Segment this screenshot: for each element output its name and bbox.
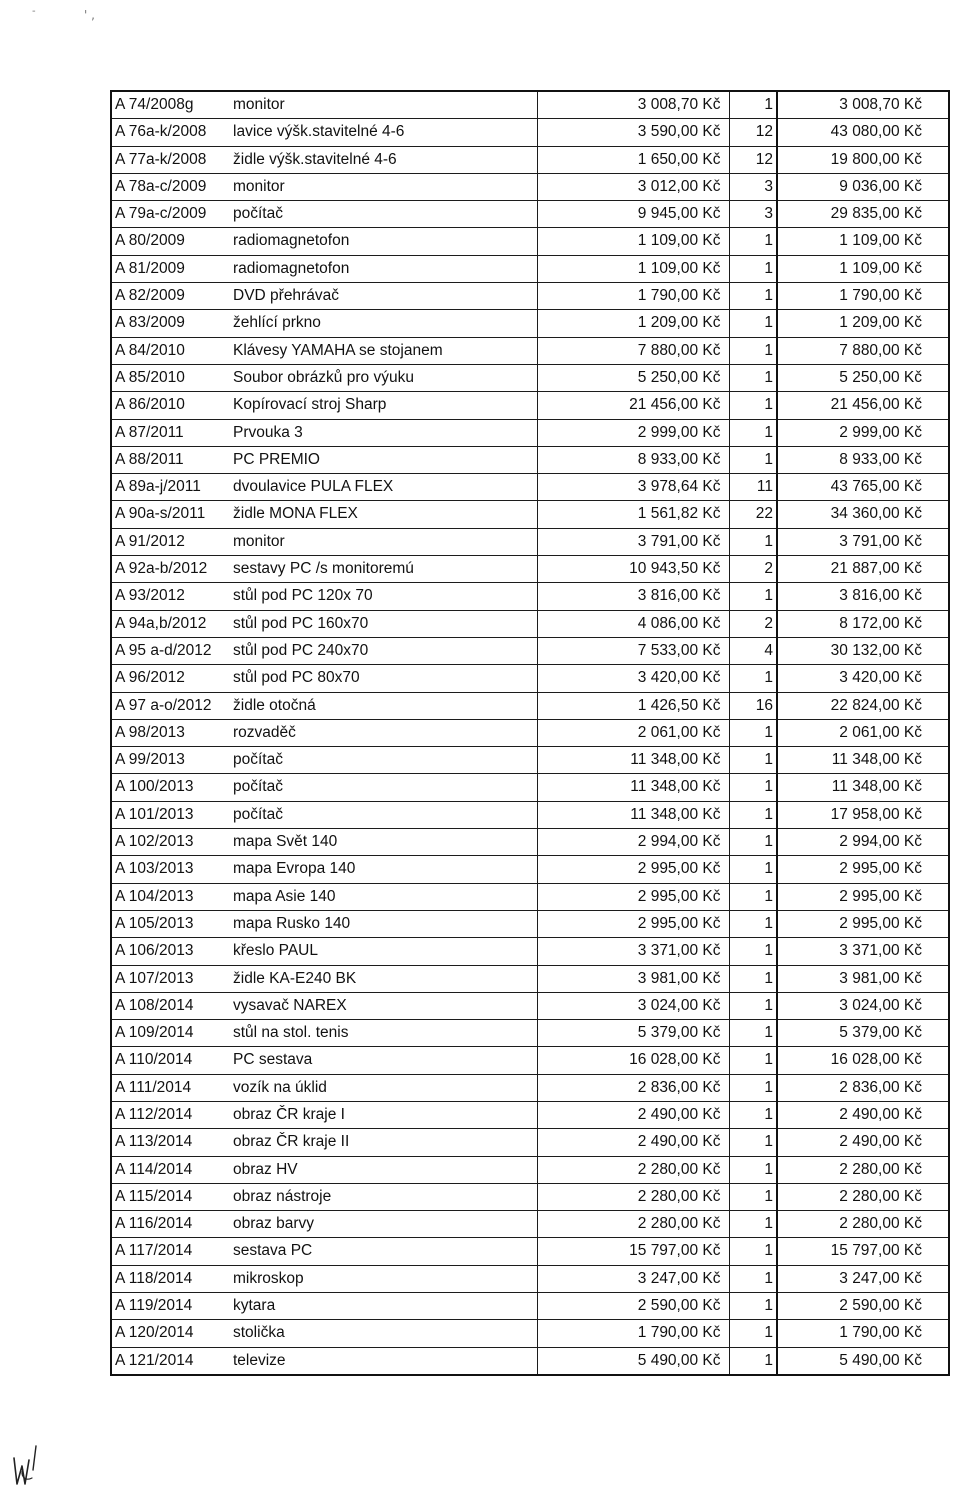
table-row — [111, 801, 949, 828]
item-name-cell: sestavy PC /s monitoremú — [229, 556, 537, 583]
total-price-cell: 3 008,70 Kč — [777, 91, 949, 119]
total-price-cell: 1 790,00 Kč — [777, 283, 949, 310]
table-row — [111, 91, 949, 119]
table-row — [111, 255, 949, 282]
table-row — [111, 610, 949, 637]
quantity-cell: 1 — [729, 310, 777, 337]
item-name-cell: stolička — [229, 1320, 537, 1347]
total-price-cell: 2 490,00 Kč — [777, 1129, 949, 1156]
inventory-code-cell: A 95 a-d/2012 — [111, 637, 229, 664]
item-name-cell: stůl pod PC 160x70 — [229, 610, 537, 637]
table-row — [111, 665, 949, 692]
table-row — [111, 419, 949, 446]
inventory-code-cell: A 100/2013 — [111, 774, 229, 801]
total-price-cell: 22 824,00 Kč — [777, 692, 949, 719]
item-name-cell: křeslo PAUL — [229, 938, 537, 965]
unit-price-cell: 2 490,00 Kč — [537, 1101, 729, 1128]
quantity-cell: 1 — [729, 801, 777, 828]
item-name-cell: židle otočná — [229, 692, 537, 719]
inventory-code-cell: A 121/2014 — [111, 1347, 229, 1375]
table-row — [111, 829, 949, 856]
table-row — [111, 910, 949, 937]
unit-price-cell: 2 280,00 Kč — [537, 1211, 729, 1238]
quantity-cell: 1 — [729, 747, 777, 774]
inventory-code-cell: A 108/2014 — [111, 992, 229, 1019]
table-row — [111, 1047, 949, 1074]
unit-price-cell: 3 024,00 Kč — [537, 992, 729, 1019]
quantity-cell: 1 — [729, 1047, 777, 1074]
quantity-cell: 1 — [729, 1156, 777, 1183]
unit-price-cell: 1 790,00 Kč — [537, 1320, 729, 1347]
item-name-cell: Klávesy YAMAHA se stojanem — [229, 337, 537, 364]
quantity-cell: 3 — [729, 201, 777, 228]
table-row — [111, 446, 949, 473]
item-name-cell: obraz nástroje — [229, 1183, 537, 1210]
table-row — [111, 310, 949, 337]
item-name-cell: vozík na úklid — [229, 1074, 537, 1101]
quantity-cell: 1 — [729, 392, 777, 419]
total-price-cell: 2 995,00 Kč — [777, 910, 949, 937]
scan-speck: - — [32, 6, 36, 17]
unit-price-cell: 11 348,00 Kč — [537, 747, 729, 774]
table-row — [111, 337, 949, 364]
quantity-cell: 1 — [729, 1293, 777, 1320]
quantity-cell: 11 — [729, 474, 777, 501]
inventory-code-cell: A 96/2012 — [111, 665, 229, 692]
unit-price-cell: 5 490,00 Kč — [537, 1347, 729, 1375]
inventory-code-cell: A 87/2011 — [111, 419, 229, 446]
table-row — [111, 1020, 949, 1047]
table-row — [111, 173, 949, 200]
item-name-cell: monitor — [229, 528, 537, 555]
item-name-cell: radiomagnetofon — [229, 228, 537, 255]
item-name-cell: stůl pod PC 80x70 — [229, 665, 537, 692]
quantity-cell: 12 — [729, 119, 777, 146]
inventory-code-cell: A 114/2014 — [111, 1156, 229, 1183]
unit-price-cell: 8 933,00 Kč — [537, 446, 729, 473]
inventory-code-cell: A 82/2009 — [111, 283, 229, 310]
unit-price-cell: 2 999,00 Kč — [537, 419, 729, 446]
item-name-cell: Soubor obrázků pro výuku — [229, 364, 537, 391]
unit-price-cell: 16 028,00 Kč — [537, 1047, 729, 1074]
quantity-cell: 2 — [729, 610, 777, 637]
unit-price-cell: 1 790,00 Kč — [537, 283, 729, 310]
inventory-code-cell: A 84/2010 — [111, 337, 229, 364]
quantity-cell: 2 — [729, 556, 777, 583]
unit-price-cell: 2 280,00 Kč — [537, 1183, 729, 1210]
item-name-cell: rozvaděč — [229, 719, 537, 746]
quantity-cell: 1 — [729, 255, 777, 282]
table-row — [111, 1074, 949, 1101]
inventory-code-cell: A 90a-s/2011 — [111, 501, 229, 528]
item-name-cell: stůl na stol. tenis — [229, 1020, 537, 1047]
inventory-code-cell: A 102/2013 — [111, 829, 229, 856]
unit-price-cell: 2 590,00 Kč — [537, 1293, 729, 1320]
quantity-cell: 1 — [729, 91, 777, 119]
item-name-cell: počítač — [229, 774, 537, 801]
unit-price-cell: 2 490,00 Kč — [537, 1129, 729, 1156]
inventory-code-cell: A 85/2010 — [111, 364, 229, 391]
inventory-code-cell: A 120/2014 — [111, 1320, 229, 1347]
inventory-code-cell: A 77a-k/2008 — [111, 146, 229, 173]
table-row — [111, 1183, 949, 1210]
item-name-cell: žehlící prkno — [229, 310, 537, 337]
table-row — [111, 719, 949, 746]
unit-price-cell: 3 247,00 Kč — [537, 1265, 729, 1292]
item-name-cell: Kopírovací stroj Sharp — [229, 392, 537, 419]
total-price-cell: 8 172,00 Kč — [777, 610, 949, 637]
item-name-cell: počítač — [229, 801, 537, 828]
inventory-code-cell: A 89a-j/2011 — [111, 474, 229, 501]
inventory-code-cell: A 101/2013 — [111, 801, 229, 828]
total-price-cell: 2 994,00 Kč — [777, 829, 949, 856]
total-price-cell: 15 797,00 Kč — [777, 1238, 949, 1265]
unit-price-cell: 3 012,00 Kč — [537, 173, 729, 200]
table-row — [111, 556, 949, 583]
item-name-cell: vysavač NAREX — [229, 992, 537, 1019]
inventory-code-cell: A 94a,b/2012 — [111, 610, 229, 637]
table-row — [111, 474, 949, 501]
item-name-cell: monitor — [229, 173, 537, 200]
item-name-cell: stůl pod PC 120x 70 — [229, 583, 537, 610]
total-price-cell: 1 209,00 Kč — [777, 310, 949, 337]
inventory-code-cell: A 98/2013 — [111, 719, 229, 746]
item-name-cell: mapa Evropa 140 — [229, 856, 537, 883]
quantity-cell: 1 — [729, 829, 777, 856]
unit-price-cell: 1 209,00 Kč — [537, 310, 729, 337]
total-price-cell: 2 590,00 Kč — [777, 1293, 949, 1320]
item-name-cell: radiomagnetofon — [229, 255, 537, 282]
table-row — [111, 774, 949, 801]
table-row — [111, 392, 949, 419]
item-name-cell: Prvouka 3 — [229, 419, 537, 446]
quantity-cell: 1 — [729, 1101, 777, 1128]
item-name-cell: dvoulavice PULA FLEX — [229, 474, 537, 501]
unit-price-cell: 3 420,00 Kč — [537, 665, 729, 692]
unit-price-cell: 1 109,00 Kč — [537, 228, 729, 255]
inventory-code-cell: A 79a-c/2009 — [111, 201, 229, 228]
inventory-code-cell: A 113/2014 — [111, 1129, 229, 1156]
total-price-cell: 21 456,00 Kč — [777, 392, 949, 419]
unit-price-cell: 2 995,00 Kč — [537, 856, 729, 883]
quantity-cell: 1 — [729, 1074, 777, 1101]
table-row — [111, 1101, 949, 1128]
unit-price-cell: 3 371,00 Kč — [537, 938, 729, 965]
quantity-cell: 1 — [729, 1320, 777, 1347]
inventory-code-cell: A 115/2014 — [111, 1183, 229, 1210]
unit-price-cell: 3 791,00 Kč — [537, 528, 729, 555]
item-name-cell: obraz ČR kraje II — [229, 1129, 537, 1156]
total-price-cell: 2 490,00 Kč — [777, 1101, 949, 1128]
inventory-code-cell: A 99/2013 — [111, 747, 229, 774]
inventory-code-cell: A 86/2010 — [111, 392, 229, 419]
unit-price-cell: 2 836,00 Kč — [537, 1074, 729, 1101]
total-price-cell: 34 360,00 Kč — [777, 501, 949, 528]
table-row — [111, 692, 949, 719]
unit-price-cell: 9 945,00 Kč — [537, 201, 729, 228]
table-row — [111, 637, 949, 664]
inventory-code-cell: A 116/2014 — [111, 1211, 229, 1238]
total-price-cell: 1 109,00 Kč — [777, 255, 949, 282]
unit-price-cell: 1 561,82 Kč — [537, 501, 729, 528]
total-price-cell: 43 080,00 Kč — [777, 119, 949, 146]
inventory-code-cell: A 105/2013 — [111, 910, 229, 937]
quantity-cell: 1 — [729, 528, 777, 555]
total-price-cell: 2 280,00 Kč — [777, 1183, 949, 1210]
unit-price-cell: 3 816,00 Kč — [537, 583, 729, 610]
quantity-cell: 1 — [729, 856, 777, 883]
table-row — [111, 1211, 949, 1238]
total-price-cell: 2 995,00 Kč — [777, 856, 949, 883]
total-price-cell: 17 958,00 Kč — [777, 801, 949, 828]
total-price-cell: 2 280,00 Kč — [777, 1156, 949, 1183]
total-price-cell: 3 981,00 Kč — [777, 965, 949, 992]
quantity-cell: 1 — [729, 446, 777, 473]
total-price-cell: 3 816,00 Kč — [777, 583, 949, 610]
inventory-code-cell: A 110/2014 — [111, 1047, 229, 1074]
total-price-cell: 3 791,00 Kč — [777, 528, 949, 555]
unit-price-cell: 11 348,00 Kč — [537, 774, 729, 801]
total-price-cell: 30 132,00 Kč — [777, 637, 949, 664]
total-price-cell: 5 490,00 Kč — [777, 1347, 949, 1375]
item-name-cell: kytara — [229, 1293, 537, 1320]
item-name-cell: PC PREMIO — [229, 446, 537, 473]
unit-price-cell: 3 978,64 Kč — [537, 474, 729, 501]
table-row — [111, 528, 949, 555]
unit-price-cell: 15 797,00 Kč — [537, 1238, 729, 1265]
inventory-code-cell: A 118/2014 — [111, 1265, 229, 1292]
quantity-cell: 1 — [729, 1129, 777, 1156]
inventory-code-cell: A 88/2011 — [111, 446, 229, 473]
item-name-cell: stůl pod PC 240x70 — [229, 637, 537, 664]
item-name-cell: monitor — [229, 91, 537, 119]
total-price-cell: 29 835,00 Kč — [777, 201, 949, 228]
unit-price-cell: 2 995,00 Kč — [537, 910, 729, 937]
inventory-code-cell: A 106/2013 — [111, 938, 229, 965]
inventory-code-cell: A 74/2008g — [111, 91, 229, 119]
inventory-code-cell: A 104/2013 — [111, 883, 229, 910]
unit-price-cell: 2 280,00 Kč — [537, 1156, 729, 1183]
unit-price-cell: 3 008,70 Kč — [537, 91, 729, 119]
table-row — [111, 1347, 949, 1375]
table-row — [111, 228, 949, 255]
table-row — [111, 856, 949, 883]
handwritten-signature — [6, 1440, 48, 1492]
item-name-cell: židle výšk.stavitelné 4-6 — [229, 146, 537, 173]
item-name-cell: židle MONA FLEX — [229, 501, 537, 528]
table-row — [111, 364, 949, 391]
table-row — [111, 283, 949, 310]
unit-price-cell: 1 650,00 Kč — [537, 146, 729, 173]
table-row — [111, 146, 949, 173]
table-row — [111, 583, 949, 610]
total-price-cell: 19 800,00 Kč — [777, 146, 949, 173]
table-row — [111, 883, 949, 910]
unit-price-cell: 7 533,00 Kč — [537, 637, 729, 664]
item-name-cell: židle KA-E240 BK — [229, 965, 537, 992]
unit-price-cell: 4 086,00 Kč — [537, 610, 729, 637]
item-name-cell: mapa Asie 140 — [229, 883, 537, 910]
item-name-cell: obraz ČR kraje I — [229, 1101, 537, 1128]
quantity-cell: 1 — [729, 283, 777, 310]
quantity-cell: 1 — [729, 965, 777, 992]
total-price-cell: 5 379,00 Kč — [777, 1020, 949, 1047]
quantity-cell: 1 — [729, 1265, 777, 1292]
inventory-code-cell: A 109/2014 — [111, 1020, 229, 1047]
inventory-code-cell: A 92a-b/2012 — [111, 556, 229, 583]
table-row — [111, 1129, 949, 1156]
unit-price-cell: 2 995,00 Kč — [537, 883, 729, 910]
unit-price-cell: 1 109,00 Kč — [537, 255, 729, 282]
table-row — [111, 747, 949, 774]
quantity-cell: 1 — [729, 883, 777, 910]
inventory-code-cell: A 83/2009 — [111, 310, 229, 337]
table-row — [111, 1293, 949, 1320]
total-price-cell: 1 790,00 Kč — [777, 1320, 949, 1347]
unit-price-cell: 5 250,00 Kč — [537, 364, 729, 391]
inventory-code-cell: A 107/2013 — [111, 965, 229, 992]
total-price-cell: 21 887,00 Kč — [777, 556, 949, 583]
item-name-cell: počítač — [229, 201, 537, 228]
quantity-cell: 1 — [729, 938, 777, 965]
unit-price-cell: 2 061,00 Kč — [537, 719, 729, 746]
inventory-code-cell: A 78a-c/2009 — [111, 173, 229, 200]
quantity-cell: 1 — [729, 583, 777, 610]
inventory-code-cell: A 119/2014 — [111, 1293, 229, 1320]
unit-price-cell: 7 880,00 Kč — [537, 337, 729, 364]
unit-price-cell: 5 379,00 Kč — [537, 1020, 729, 1047]
unit-price-cell: 10 943,50 Kč — [537, 556, 729, 583]
total-price-cell: 43 765,00 Kč — [777, 474, 949, 501]
total-price-cell: 2 280,00 Kč — [777, 1211, 949, 1238]
item-name-cell: televize — [229, 1347, 537, 1375]
quantity-cell: 1 — [729, 419, 777, 446]
quantity-cell: 3 — [729, 173, 777, 200]
scan-speck: ' , — [84, 8, 95, 22]
item-name-cell: obraz barvy — [229, 1211, 537, 1238]
quantity-cell: 1 — [729, 1238, 777, 1265]
unit-price-cell: 2 994,00 Kč — [537, 829, 729, 856]
total-price-cell: 5 250,00 Kč — [777, 364, 949, 391]
inventory-code-cell: A 117/2014 — [111, 1238, 229, 1265]
quantity-cell: 12 — [729, 146, 777, 173]
quantity-cell: 1 — [729, 719, 777, 746]
inventory-code-cell: A 112/2014 — [111, 1101, 229, 1128]
table-row — [111, 992, 949, 1019]
item-name-cell: DVD přehrávač — [229, 283, 537, 310]
inventory-table — [110, 90, 950, 1376]
quantity-cell: 4 — [729, 637, 777, 664]
unit-price-cell: 1 426,50 Kč — [537, 692, 729, 719]
inventory-code-cell: A 103/2013 — [111, 856, 229, 883]
item-name-cell: obraz HV — [229, 1156, 537, 1183]
table-row — [111, 965, 949, 992]
inventory-table-body — [111, 91, 949, 1375]
item-name-cell: mapa Svět 140 — [229, 829, 537, 856]
item-name-cell: lavice výšk.stavitelné 4-6 — [229, 119, 537, 146]
unit-price-cell: 3 590,00 Kč — [537, 119, 729, 146]
total-price-cell: 11 348,00 Kč — [777, 747, 949, 774]
unit-price-cell: 21 456,00 Kč — [537, 392, 729, 419]
quantity-cell: 1 — [729, 228, 777, 255]
item-name-cell: mikroskop — [229, 1265, 537, 1292]
total-price-cell: 7 880,00 Kč — [777, 337, 949, 364]
inventory-code-cell: A 97 a-o/2012 — [111, 692, 229, 719]
quantity-cell: 1 — [729, 665, 777, 692]
item-name-cell: PC sestava — [229, 1047, 537, 1074]
quantity-cell: 16 — [729, 692, 777, 719]
table-row — [111, 201, 949, 228]
total-price-cell: 1 109,00 Kč — [777, 228, 949, 255]
quantity-cell: 1 — [729, 1020, 777, 1047]
inventory-code-cell: A 76a-k/2008 — [111, 119, 229, 146]
item-name-cell: počítač — [229, 747, 537, 774]
table-row — [111, 1265, 949, 1292]
table-row — [111, 1156, 949, 1183]
total-price-cell: 2 836,00 Kč — [777, 1074, 949, 1101]
quantity-cell: 1 — [729, 1211, 777, 1238]
item-name-cell: sestava PC — [229, 1238, 537, 1265]
total-price-cell: 8 933,00 Kč — [777, 446, 949, 473]
total-price-cell: 3 371,00 Kč — [777, 938, 949, 965]
quantity-cell: 1 — [729, 337, 777, 364]
quantity-cell: 1 — [729, 774, 777, 801]
unit-price-cell: 11 348,00 Kč — [537, 801, 729, 828]
table-row — [111, 938, 949, 965]
inventory-code-cell: A 81/2009 — [111, 255, 229, 282]
inventory-code-cell: A 91/2012 — [111, 528, 229, 555]
quantity-cell: 22 — [729, 501, 777, 528]
quantity-cell: 1 — [729, 1347, 777, 1375]
total-price-cell: 2 061,00 Kč — [777, 719, 949, 746]
table-row — [111, 1320, 949, 1347]
quantity-cell: 1 — [729, 992, 777, 1019]
table-row — [111, 501, 949, 528]
quantity-cell: 1 — [729, 1183, 777, 1210]
quantity-cell: 1 — [729, 364, 777, 391]
inventory-code-cell: A 80/2009 — [111, 228, 229, 255]
unit-price-cell: 3 981,00 Kč — [537, 965, 729, 992]
table-row — [111, 1238, 949, 1265]
total-price-cell: 16 028,00 Kč — [777, 1047, 949, 1074]
quantity-cell: 1 — [729, 910, 777, 937]
total-price-cell: 2 995,00 Kč — [777, 883, 949, 910]
total-price-cell: 3 024,00 Kč — [777, 992, 949, 1019]
total-price-cell: 9 036,00 Kč — [777, 173, 949, 200]
total-price-cell: 2 999,00 Kč — [777, 419, 949, 446]
total-price-cell: 3 247,00 Kč — [777, 1265, 949, 1292]
inventory-code-cell: A 93/2012 — [111, 583, 229, 610]
inventory-code-cell: A 111/2014 — [111, 1074, 229, 1101]
item-name-cell: mapa Rusko 140 — [229, 910, 537, 937]
total-price-cell: 3 420,00 Kč — [777, 665, 949, 692]
table-row — [111, 119, 949, 146]
total-price-cell: 11 348,00 Kč — [777, 774, 949, 801]
